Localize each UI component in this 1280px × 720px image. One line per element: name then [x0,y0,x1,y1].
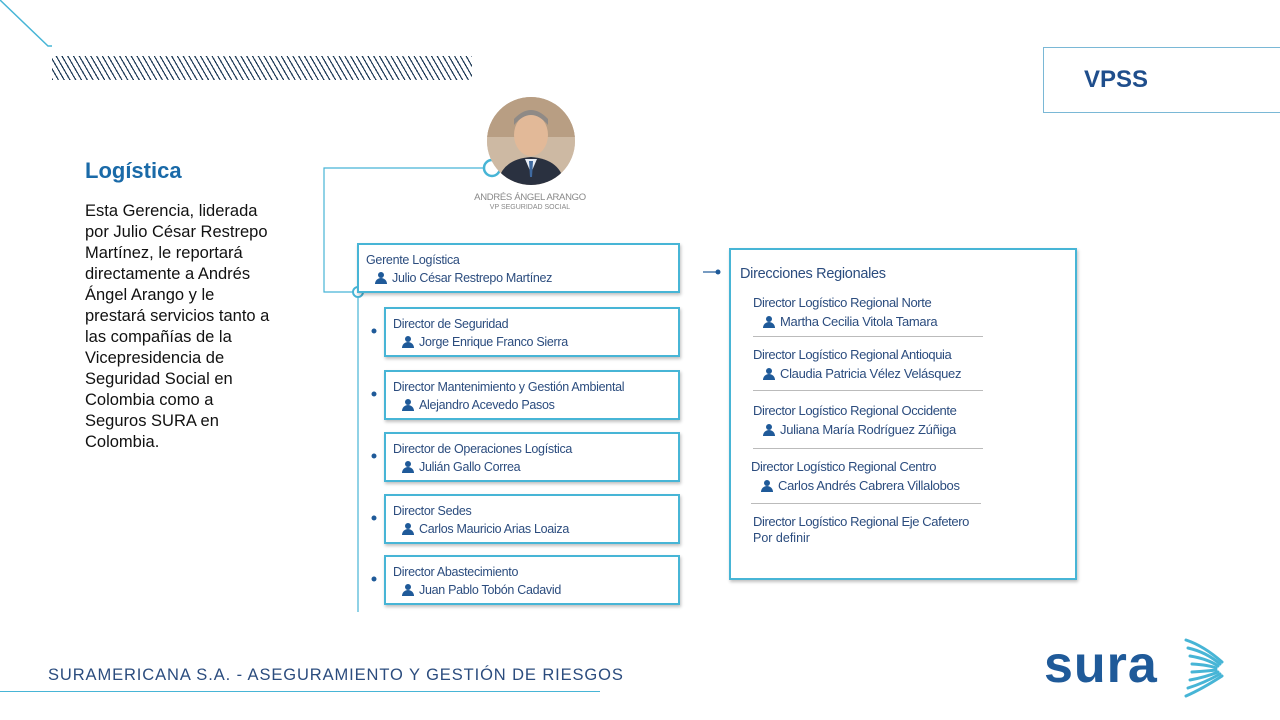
person-icon [375,272,387,284]
director-person-name: Julián Gallo Correa [419,460,521,474]
executive-role: VP SEGURIDAD SOCIAL [489,204,571,211]
footer-company-tagline: SURAMERICANA S.A. - ASEGURAMIENTO Y GESTIÓN DE RIESGOS [48,666,624,684]
regional-item-title: Director Logístico Regional Eje Cafetero [753,514,969,529]
director-person [402,583,561,597]
section-title: Logística [85,158,182,183]
director-box-supply [384,555,680,605]
regional-item-title: Director Logístico Regional Centro [751,459,937,474]
person-icon [761,480,773,492]
regional-person-name: Juliana María Rodríguez Zúñiga [780,422,956,437]
regional-heading: Direcciones Regionales [740,266,886,282]
regional-item-person [751,478,981,493]
person-icon [402,461,414,473]
section-description: Esta Gerencia, liderada por Julio César Restrepo Martínez, le reportará directamente a Andrés Ángel Arango y le prestará servicios tanto a las compañías de la Vicepresidencia de Seguridad Social en Colombia como a Seguros SURA en Colombia. [85,202,270,451]
regional-item [753,514,983,554]
director-box-operations [384,432,680,482]
regional-item [751,459,981,504]
director-title: Director Mantenimiento y Gestión Ambiental [393,380,625,394]
manager-person-name: Julio César Restrepo Martínez [392,271,553,285]
director-person-name: Alejandro Acevedo Pasos [419,398,555,412]
director-person [402,335,568,349]
director-title: Director Abastecimiento [393,565,519,579]
regional-item-title: Director Logístico Regional Antioquia [753,347,952,362]
footer-divider [0,691,600,692]
person-icon [763,424,775,436]
regional-item [753,347,983,391]
regional-item-title: Director Logístico Regional Occidente [753,403,957,418]
regional-item-tbd: Por definir [753,531,810,545]
person-icon [763,368,775,380]
director-box-sedes [384,494,680,544]
director-title: Director de Seguridad [393,317,509,331]
director-person [402,522,569,536]
regional-item-person [753,366,983,381]
director-title: Director Sedes [393,504,472,518]
person-icon [402,523,414,535]
person-icon [402,336,414,348]
person-icon [402,584,414,596]
sura-logo [1044,634,1234,698]
director-person-name: Carlos Mauricio Arias Loaiza [419,522,569,536]
director-title: Director de Operaciones Logística [393,442,573,456]
regional-item-person [753,422,983,437]
wings-icon [1186,640,1222,696]
director-person [402,398,555,412]
regional-person-name: Martha Cecilia Vitola Tamara [780,314,938,329]
person-icon [402,399,414,411]
director-person-name: Juan Pablo Tobón Cadavid [419,583,561,597]
director-box-maintenance [384,370,680,420]
regional-directions-box [729,248,1077,580]
director-person [402,460,520,474]
executive-name: ANDRÉS ÁNGEL ARANGO [474,192,586,203]
manager-person [375,271,552,285]
person-icon [763,316,775,328]
regional-person-name: Carlos Andrés Cabrera Villalobos [778,478,960,493]
director-box-security [384,307,680,357]
manager-title: Gerente Logística [366,253,460,267]
sura-logo-wordmark: sura [1044,636,1158,694]
regional-person-name: Claudia Patricia Vélez Velásquez [780,366,962,381]
regional-item [753,295,983,337]
manager-box [357,243,680,293]
executive-photo [487,97,575,185]
regional-item-title: Director Logístico Regional Norte [753,295,932,310]
regional-item-person [753,314,983,329]
regional-item [753,403,983,449]
director-person-name: Jorge Enrique Franco Sierra [419,335,568,349]
vpss-badge: VPSS [1084,66,1149,93]
